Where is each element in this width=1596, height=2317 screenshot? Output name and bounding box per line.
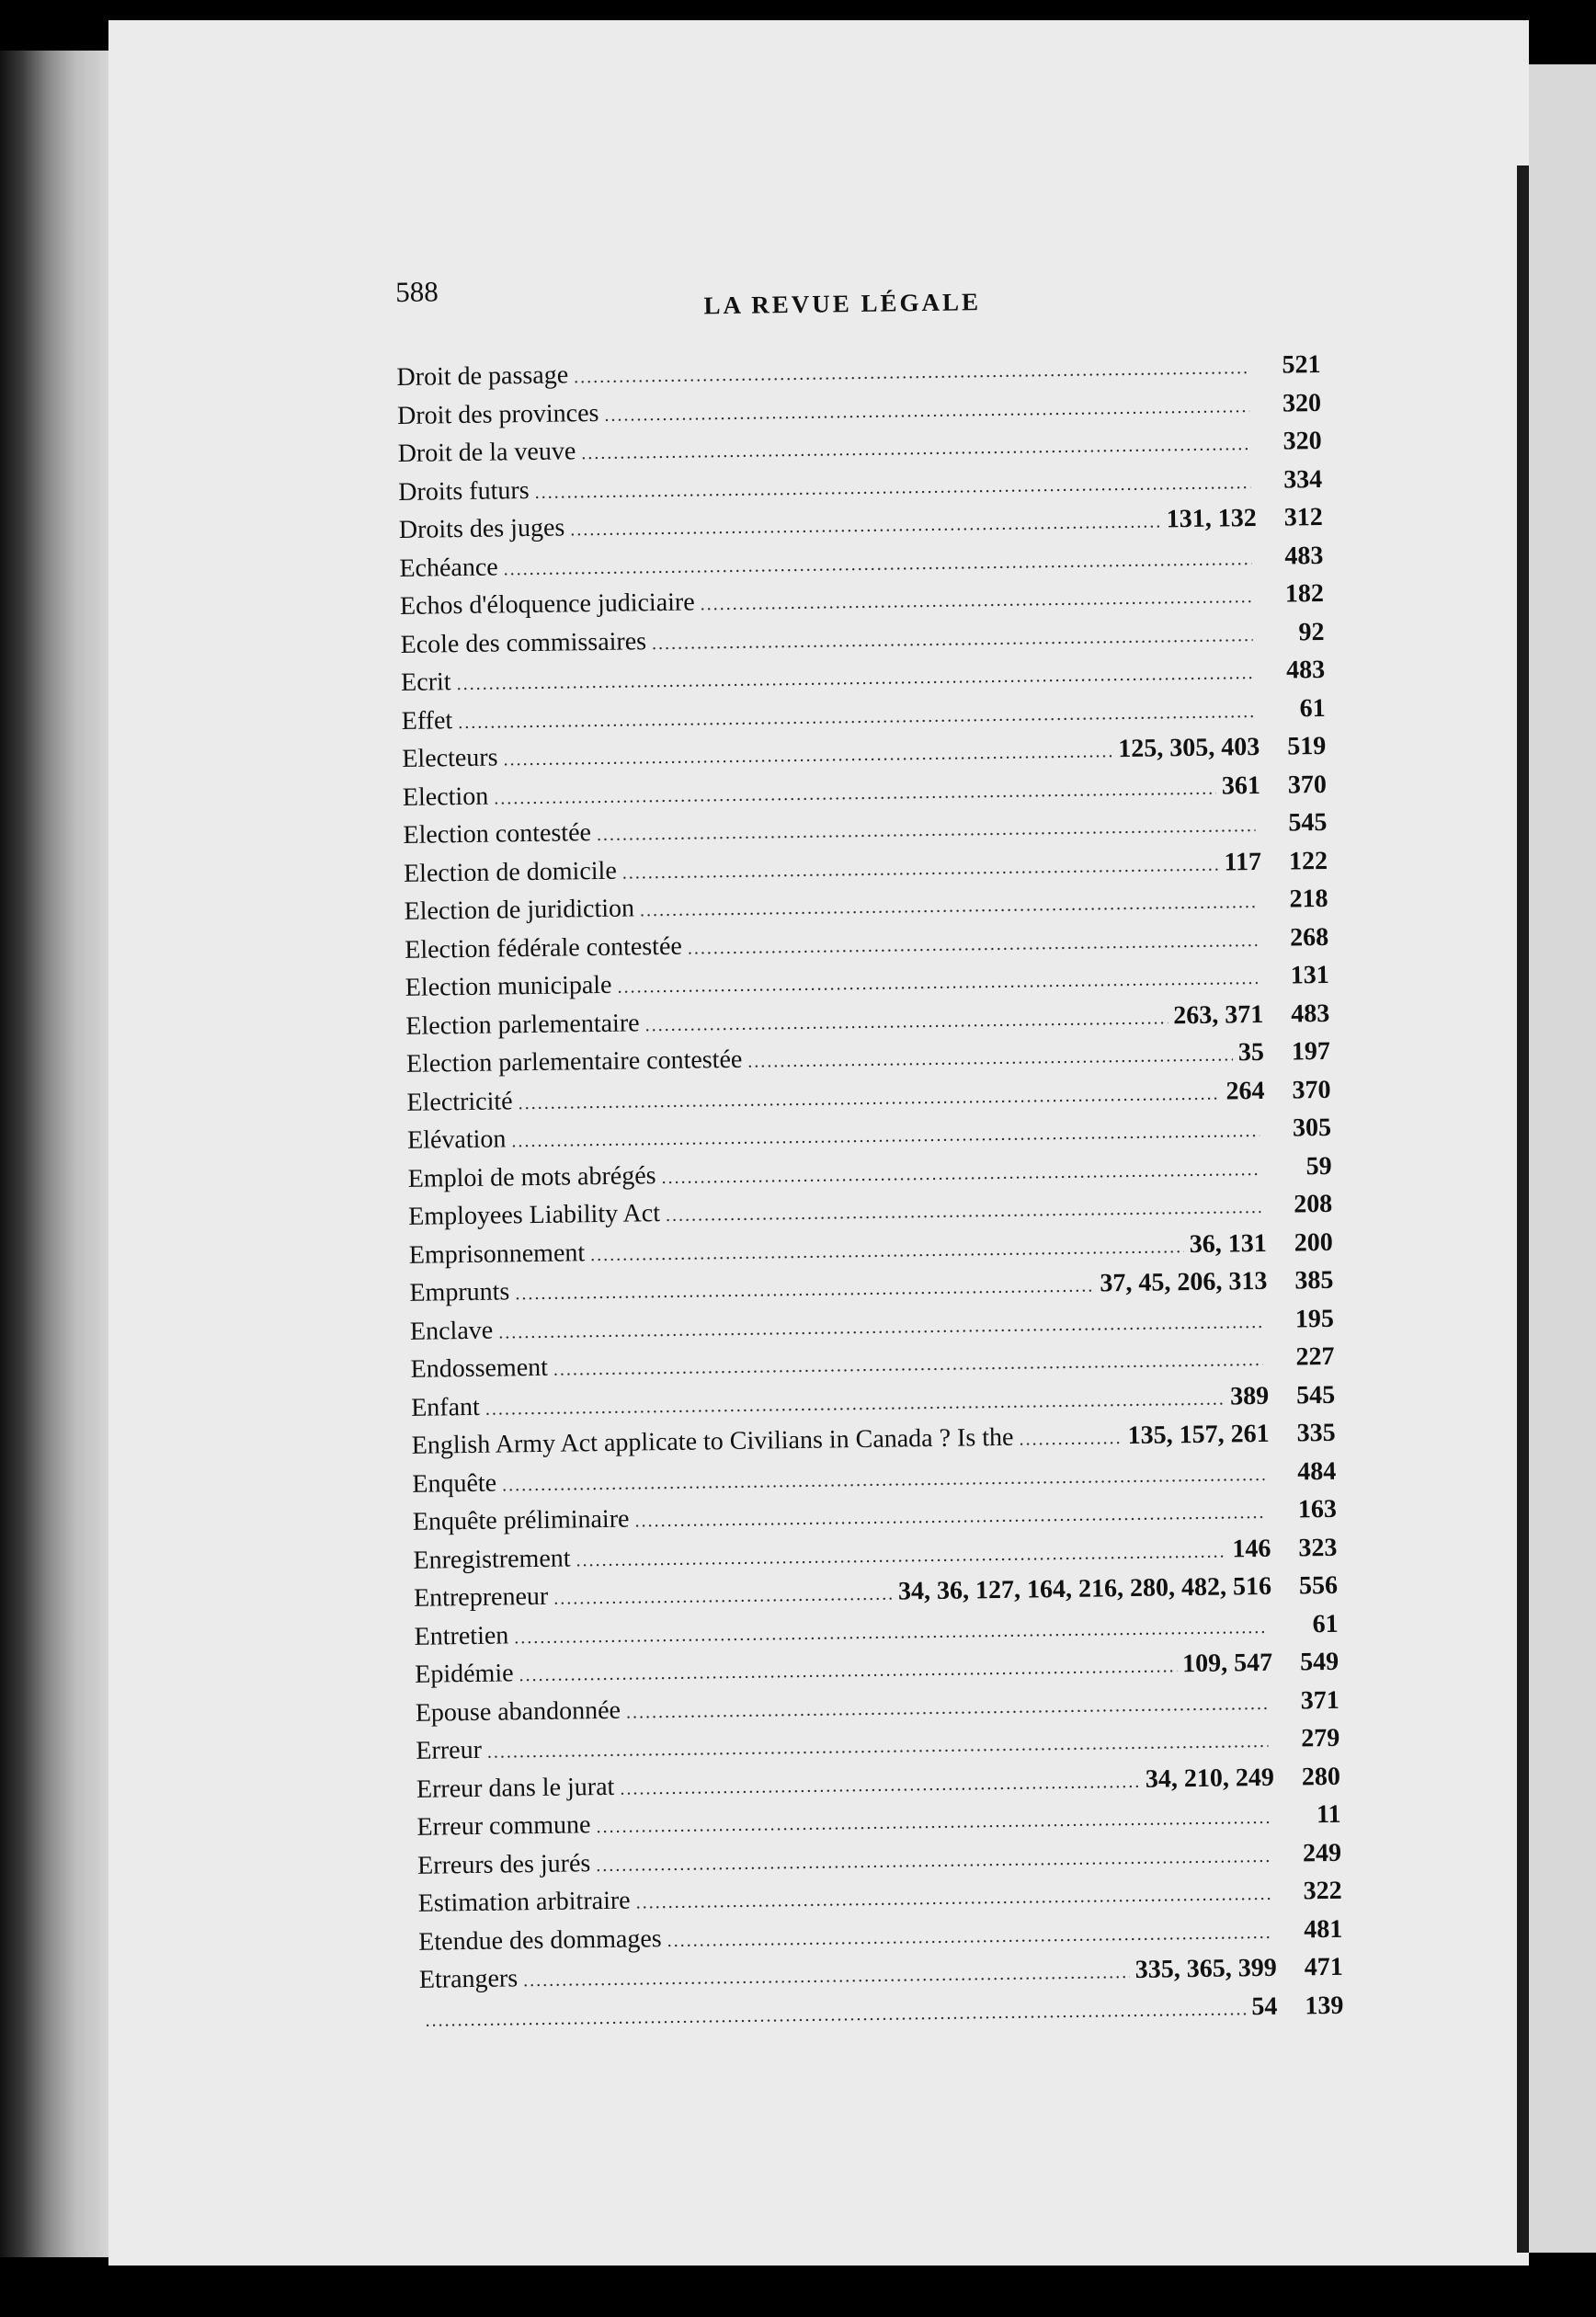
entry-page: 11 xyxy=(1316,1799,1341,1830)
entry-label: Enregistrement xyxy=(413,1543,571,1575)
running-head: LA REVUE LÉGALE xyxy=(703,288,982,320)
entry-refs: 117 xyxy=(1224,847,1262,876)
entry-page: 163 xyxy=(1297,1494,1338,1524)
entry-refs: 389 xyxy=(1229,1381,1270,1410)
entry-label: Epouse abandonnée xyxy=(415,1695,621,1728)
entry-page: 335 xyxy=(1296,1418,1336,1448)
entry-label: Etrangers xyxy=(418,1964,519,1994)
entry-page: 370 xyxy=(1292,1075,1331,1104)
entry-page: 312 xyxy=(1283,502,1323,532)
entry-refs: 35 xyxy=(1237,1037,1265,1067)
entry-page: 483 xyxy=(1291,999,1330,1028)
entry-refs: 146 xyxy=(1232,1534,1271,1563)
entry-page: 92 xyxy=(1298,617,1325,646)
entry-refs: 135, 157, 261 xyxy=(1127,1419,1270,1450)
entry-label: Droits futurs xyxy=(398,475,530,507)
entry-page: 280 xyxy=(1301,1762,1341,1791)
entry-label: Echéance xyxy=(399,552,498,583)
entry-page: 59 xyxy=(1305,1151,1332,1181)
entry-page: 279 xyxy=(1301,1723,1340,1753)
entry-page: 218 xyxy=(1289,884,1328,914)
entry-page: 227 xyxy=(1295,1341,1335,1372)
entry-label: Estimation arbitraire xyxy=(417,1886,631,1918)
page-gutter-shadow xyxy=(1517,166,1529,2253)
entry-label: Erreurs des jurés xyxy=(416,1848,591,1880)
entry-page: 208 xyxy=(1293,1189,1333,1219)
entry-label: Election parlementaire contestée xyxy=(405,1044,743,1079)
entry-page: 334 xyxy=(1282,464,1323,495)
entry-page: 519 xyxy=(1287,731,1327,761)
page-stack-edge xyxy=(0,51,108,2257)
page-number: 588 xyxy=(395,275,439,308)
entry-page: 471 xyxy=(1304,1952,1343,1982)
entry-page: 370 xyxy=(1287,770,1328,799)
entry-label: Ecole des commissaires xyxy=(400,626,647,659)
entry-page: 139 xyxy=(1305,1991,1344,2020)
entry-label: Enquête xyxy=(412,1468,497,1499)
entry-label: Election parlementaire xyxy=(405,1008,640,1041)
entry-label: Enfant xyxy=(410,1392,481,1422)
entry-label: Droit de passage xyxy=(396,360,569,392)
entry-page: 131 xyxy=(1290,960,1329,990)
entry-label: Erreur xyxy=(416,1735,483,1765)
entry-page: 249 xyxy=(1302,1838,1342,1867)
entry-refs: 264 xyxy=(1226,1076,1265,1105)
entry-page: 385 xyxy=(1294,1265,1334,1295)
entry-page: 61 xyxy=(1299,693,1326,723)
entry-label: Elévation xyxy=(406,1124,507,1155)
entry-label: Enquête préliminaire xyxy=(412,1504,630,1536)
entry-page: 182 xyxy=(1284,578,1325,609)
entry-label: Election municipale xyxy=(405,970,612,1002)
entry-label: Entrepreneur xyxy=(413,1581,549,1613)
entry-page: 122 xyxy=(1288,846,1328,875)
entry-label: Endossement xyxy=(410,1353,549,1384)
entry-refs: 34, 36, 127, 164, 216, 280, 482, 516 xyxy=(897,1571,1272,1606)
entry-label: Erreur dans le jurat xyxy=(416,1772,615,1804)
entry-page: 268 xyxy=(1289,922,1329,952)
entry-page: 371 xyxy=(1300,1685,1340,1715)
entry-label: Election de domicile xyxy=(403,856,617,888)
entry-page: 195 xyxy=(1294,1304,1335,1333)
entry-label: Enclave xyxy=(409,1316,494,1346)
entry-label: Ecrit xyxy=(400,668,451,697)
entry-label: Epidémie xyxy=(415,1659,514,1689)
entry-refs: 109, 547 xyxy=(1181,1648,1273,1679)
entry-page: 481 xyxy=(1303,1914,1343,1944)
entry-refs: 37, 45, 206, 313 xyxy=(1100,1266,1268,1298)
dot-leader xyxy=(1019,1420,1123,1459)
index-entries xyxy=(396,346,1343,2037)
entry-label: Election contestée xyxy=(403,818,592,850)
entry-page: 484 xyxy=(1297,1456,1337,1486)
entry-page: 521 xyxy=(1282,349,1321,380)
entry-page: 200 xyxy=(1294,1227,1333,1257)
entry-label: Electricité xyxy=(406,1086,513,1117)
entry-label: Election de juridiction xyxy=(404,894,635,926)
entry-page: 545 xyxy=(1288,807,1328,838)
entry-refs: 131, 132 xyxy=(1166,503,1257,534)
entry-label: Election fédérale contestée xyxy=(405,931,683,964)
entry-label: Droit de la veuve xyxy=(397,437,576,468)
entry-label: Electeurs xyxy=(402,743,498,773)
entry-page: 556 xyxy=(1298,1570,1339,1601)
entry-page: 320 xyxy=(1282,388,1322,418)
entry-refs: 335, 365, 399 xyxy=(1134,1953,1278,1984)
entry-refs: 34, 210, 249 xyxy=(1145,1763,1275,1794)
facing-page-edge xyxy=(1529,64,1596,2253)
entry-label: Droits des juges xyxy=(398,513,565,544)
entry-refs: 263, 371 xyxy=(1173,999,1264,1030)
entry-page: 197 xyxy=(1291,1036,1331,1067)
entry-label: Emprisonnement xyxy=(408,1238,586,1270)
entry-refs: 36, 131 xyxy=(1189,1228,1267,1259)
dot-leader xyxy=(747,1036,1233,1081)
entry-page: 483 xyxy=(1284,541,1324,571)
entry-label: Emprunts xyxy=(409,1277,510,1307)
entry-label: Echos d'éloquence judiciaire xyxy=(399,588,695,621)
entry-page: 322 xyxy=(1303,1876,1342,1906)
entry-page: 549 xyxy=(1299,1647,1340,1677)
entry-label: Effet xyxy=(401,705,453,736)
entry-label: Etendue des dommages xyxy=(418,1923,662,1957)
entry-page: 483 xyxy=(1285,655,1326,685)
entry-refs: 361 xyxy=(1221,770,1261,801)
entry-page: 320 xyxy=(1282,426,1322,456)
entry-label: Emploi de mots abrégés xyxy=(407,1160,656,1193)
entry-label: Droit des provinces xyxy=(396,398,599,430)
entry-page: 323 xyxy=(1298,1533,1338,1562)
entry-label: English Army Act applicate to Civilians in Canada ? Is the xyxy=(411,1422,1014,1460)
entry-label: Employees Liability Act xyxy=(408,1199,661,1231)
entry-page: 305 xyxy=(1292,1113,1332,1143)
entry-label: Erreur commune xyxy=(416,1810,591,1842)
entry-page: 61 xyxy=(1312,1609,1339,1638)
entry-refs: 54 xyxy=(1251,1992,1278,2021)
entry-page: 545 xyxy=(1295,1380,1336,1410)
entry-refs: 125, 305, 403 xyxy=(1118,732,1260,764)
dot-leader xyxy=(553,1576,893,1619)
entry-label: Election xyxy=(402,782,489,812)
entry-label: Entretien xyxy=(414,1620,509,1651)
